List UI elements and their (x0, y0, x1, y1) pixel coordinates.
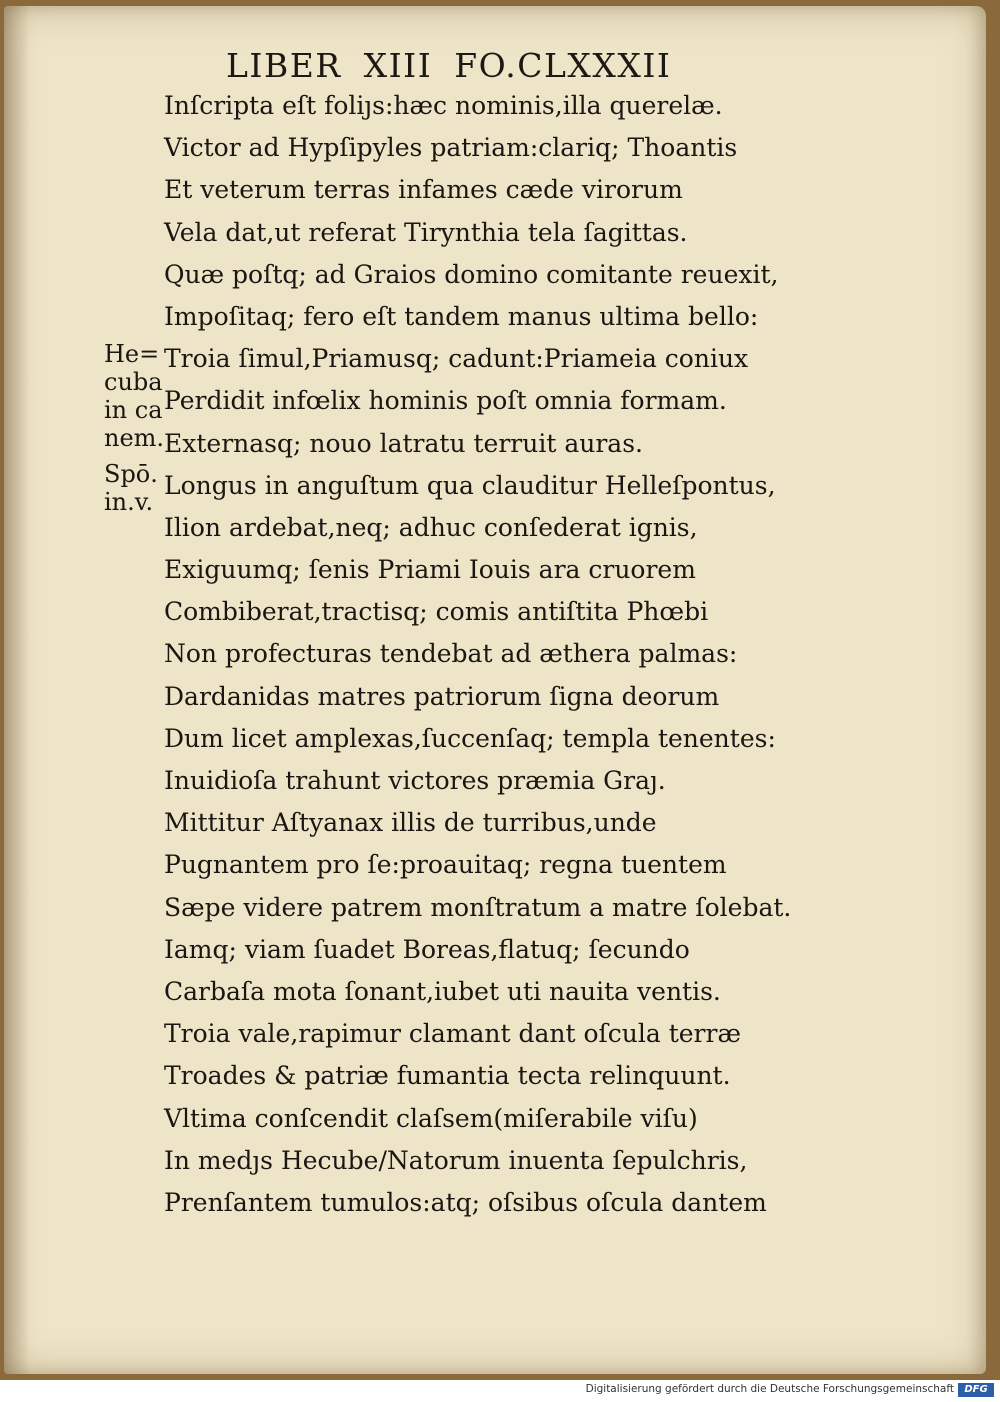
verse-line: Dardanidas matres patriorum ſigna deorum (164, 681, 720, 711)
header-folio: FO.CLXXXII (454, 46, 672, 85)
verse-line: Impoſitaq; fero eſt tandem manus ultima bello: (164, 301, 759, 331)
header-book: LIBER (226, 46, 342, 85)
verse-line: Longus in anguſtum qua clauditur Helleſpontus, (164, 470, 776, 500)
verse-line: Perdidit infœlix hominis poſt omnia formam. (164, 386, 727, 416)
verse-line: Troia ſimul,Priamusq; cadunt:Priameia coniux (164, 344, 749, 374)
marginal-line: cuba (104, 368, 163, 396)
marginal-line: He= (104, 340, 160, 368)
verse-line: Exiguumq; ſenis Priami Iouis ara cruorem (164, 555, 696, 585)
verse-line: Inuidioſa trahunt victores præmia Graȷ. (164, 766, 666, 795)
verse-line: Non profecturas tendebat ad æthera palmas: (164, 639, 738, 669)
verse-line: Victor ad Hypſipyles patriam:clariq; Thoantis (164, 133, 738, 163)
verse-line: Quæ poſtq; ad Graios domino comitante reuexit, (164, 259, 779, 289)
dfg-logo: DFG (958, 1383, 994, 1397)
book-page (4, 6, 986, 1374)
verse-line: In medȷs Hecube/Natorum inuenta ſepulchris, (164, 1145, 748, 1175)
marginal-line: Spō. (104, 460, 158, 488)
marginal-line: nem. (104, 424, 165, 452)
footer-bar (0, 1380, 1000, 1402)
verse-line: Troades & patriæ fumantia tecta relinquunt. (164, 1061, 731, 1091)
verse-line: Carbaſa mota ſonant,iubet uti nauita ventis. (164, 976, 721, 1006)
verse-line: Vela dat,ut referat Tirynthia tela ſagittas. (164, 217, 688, 247)
verse-line: Sæpe videre patrem monſtratum a matre ſolebat. (164, 892, 792, 922)
verse-line: Iamq; viam ſuadet Boreas,flatuq; ſecundo (164, 934, 690, 964)
verse-line: Troia vale,rapimur clamant dant oſcula terræ (164, 1019, 741, 1049)
verse-line: Et veterum terras infames cæde virorum (164, 175, 683, 205)
header-number: XIII (363, 46, 433, 85)
verse-line: Mittitur Aſtyanax illis de turribus,unde (164, 808, 657, 838)
verse-line: Inſcripta eſt foliȷs:hæc nominis,illa querelæ. (164, 91, 723, 120)
verse-line: Dum licet amplexas,ſuccenſaq; templa tenentes: (164, 723, 776, 753)
verse-line: Externasq; nouo latratu terruit auras. (164, 428, 643, 458)
verse-line: Ilion ardebat,neq; adhuc conſederat ignis, (164, 512, 698, 542)
verse-line: Prenſantem tumulos:atq; oſsibus oſcula dantem (164, 1187, 767, 1217)
verse-line: Pugnantem pro ſe:proauitaq; regna tuentem (164, 850, 727, 880)
verse-line: Combiberat,tractisq; comis antiſtita Phœbi (164, 597, 709, 627)
running-header (226, 46, 693, 85)
funding-notice: Digitalisierung gefördert durch die Deutsche Forschungsgemeinschaft (585, 1383, 954, 1395)
marginal-note (104, 340, 164, 516)
verse-block (164, 85, 791, 1224)
marginal-line: in.v. (104, 488, 154, 516)
verse-line: Vltima conſcendit claſsem(miſerabile viſu) (164, 1103, 698, 1133)
marginal-line: in ca (104, 396, 163, 424)
